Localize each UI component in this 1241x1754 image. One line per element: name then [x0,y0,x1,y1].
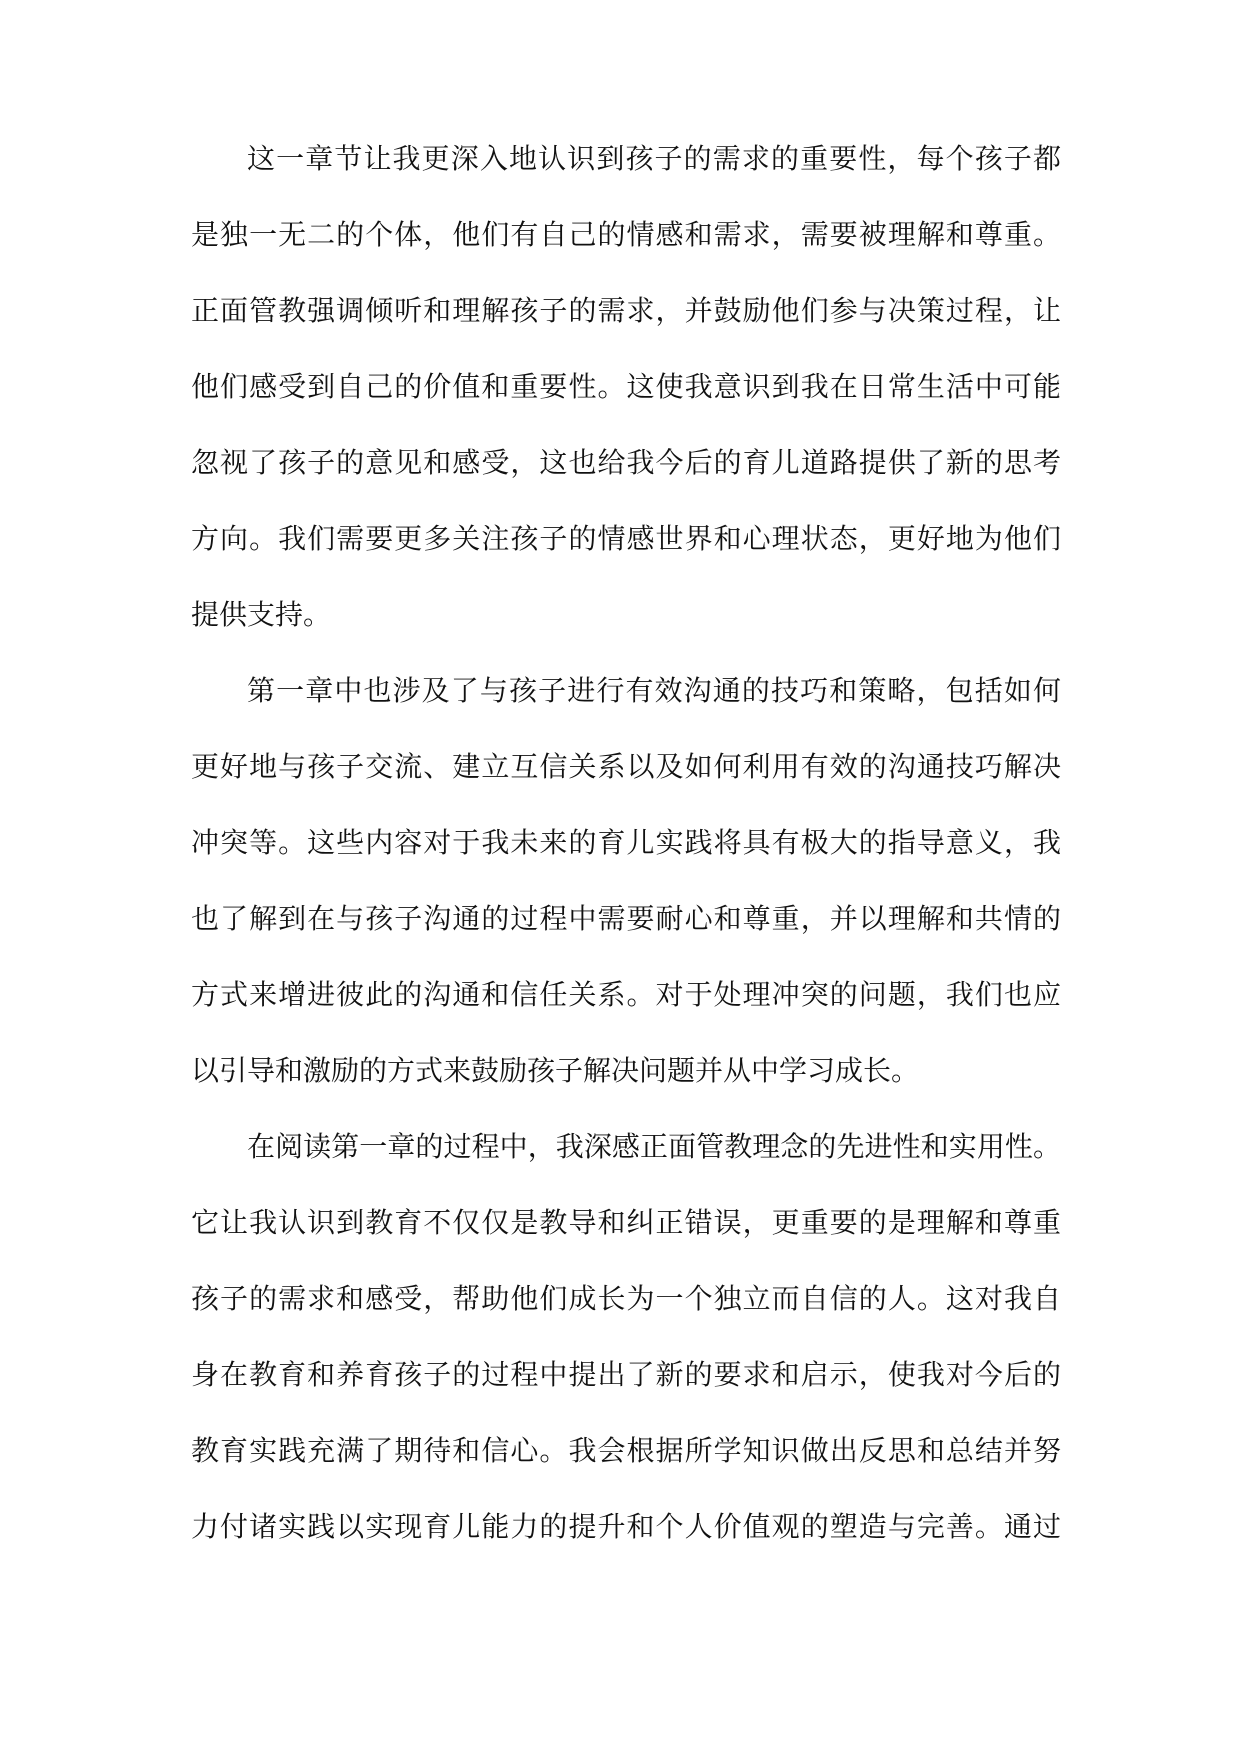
paragraph-1-line-1: 这一章节让我更深入地认识到孩子的需求的重要性，每个孩子都 [247,142,1061,175]
paragraph-1-line-6: 方向。我们需要更多关注孩子的情感世界和心理状态，更好地为他们 [191,522,1061,555]
paragraph-3-line-3: 孩子的需求和感受，帮助他们成长为一个独立而自信的人。这对我自 [191,1282,1061,1315]
paragraph-2-line-6: 以引导和激励的方式来鼓励孩子解决问题并从中学习成长。 [191,1054,920,1087]
paragraph-2-line-5: 方式来增进彼此的沟通和信任关系。对于处理冲突的问题，我们也应 [191,978,1061,1011]
paragraph-2-line-3: 冲突等。这些内容对于我未来的育儿实践将具有极大的指导意义，我 [191,826,1061,859]
paragraph-3-line-6: 力付诸实践以实现育儿能力的提升和个人价值观的塑造与完善。通过 [191,1510,1061,1543]
paragraph-2-line-1: 第一章中也涉及了与孩子进行有效沟通的技巧和策略，包括如何 [247,674,1061,707]
paragraph-3-line-1: 在阅读第一章的过程中，我深感正面管教理念的先进性和实用性。 [247,1130,1061,1163]
paragraph-1-line-2: 是独一无二的个体，他们有自己的情感和需求，需要被理解和尊重。 [191,218,1061,251]
paragraph-1-line-5: 忽视了孩子的意见和感受，这也给我今后的育儿道路提供了新的思考 [191,446,1061,479]
paragraph-1-line-7: 提供支持。 [191,598,332,631]
document-body [191,142,1061,1586]
paragraph-3-line-2: 它让我认识到教育不仅仅是教导和纠正错误，更重要的是理解和尊重 [191,1206,1061,1239]
paragraph-1-line-4: 他们感受到自己的价值和重要性。这使我意识到我在日常生活中可能 [191,370,1061,403]
paragraph-2-line-2: 更好地与孩子交流、建立互信关系以及如何利用有效的沟通技巧解决 [191,750,1061,783]
paragraph-2-line-4: 也了解到在与孩子沟通的过程中需要耐心和尊重，并以理解和共情的 [191,902,1061,935]
paragraph-1-line-3: 正面管教强调倾听和理解孩子的需求，并鼓励他们参与决策过程，让 [191,294,1061,327]
paragraph-3-line-5: 教育实践充满了期待和信心。我会根据所学知识做出反思和总结并努 [191,1434,1061,1467]
paragraph-3-line-4: 身在教育和养育孩子的过程中提出了新的要求和启示，使我对今后的 [191,1358,1061,1391]
